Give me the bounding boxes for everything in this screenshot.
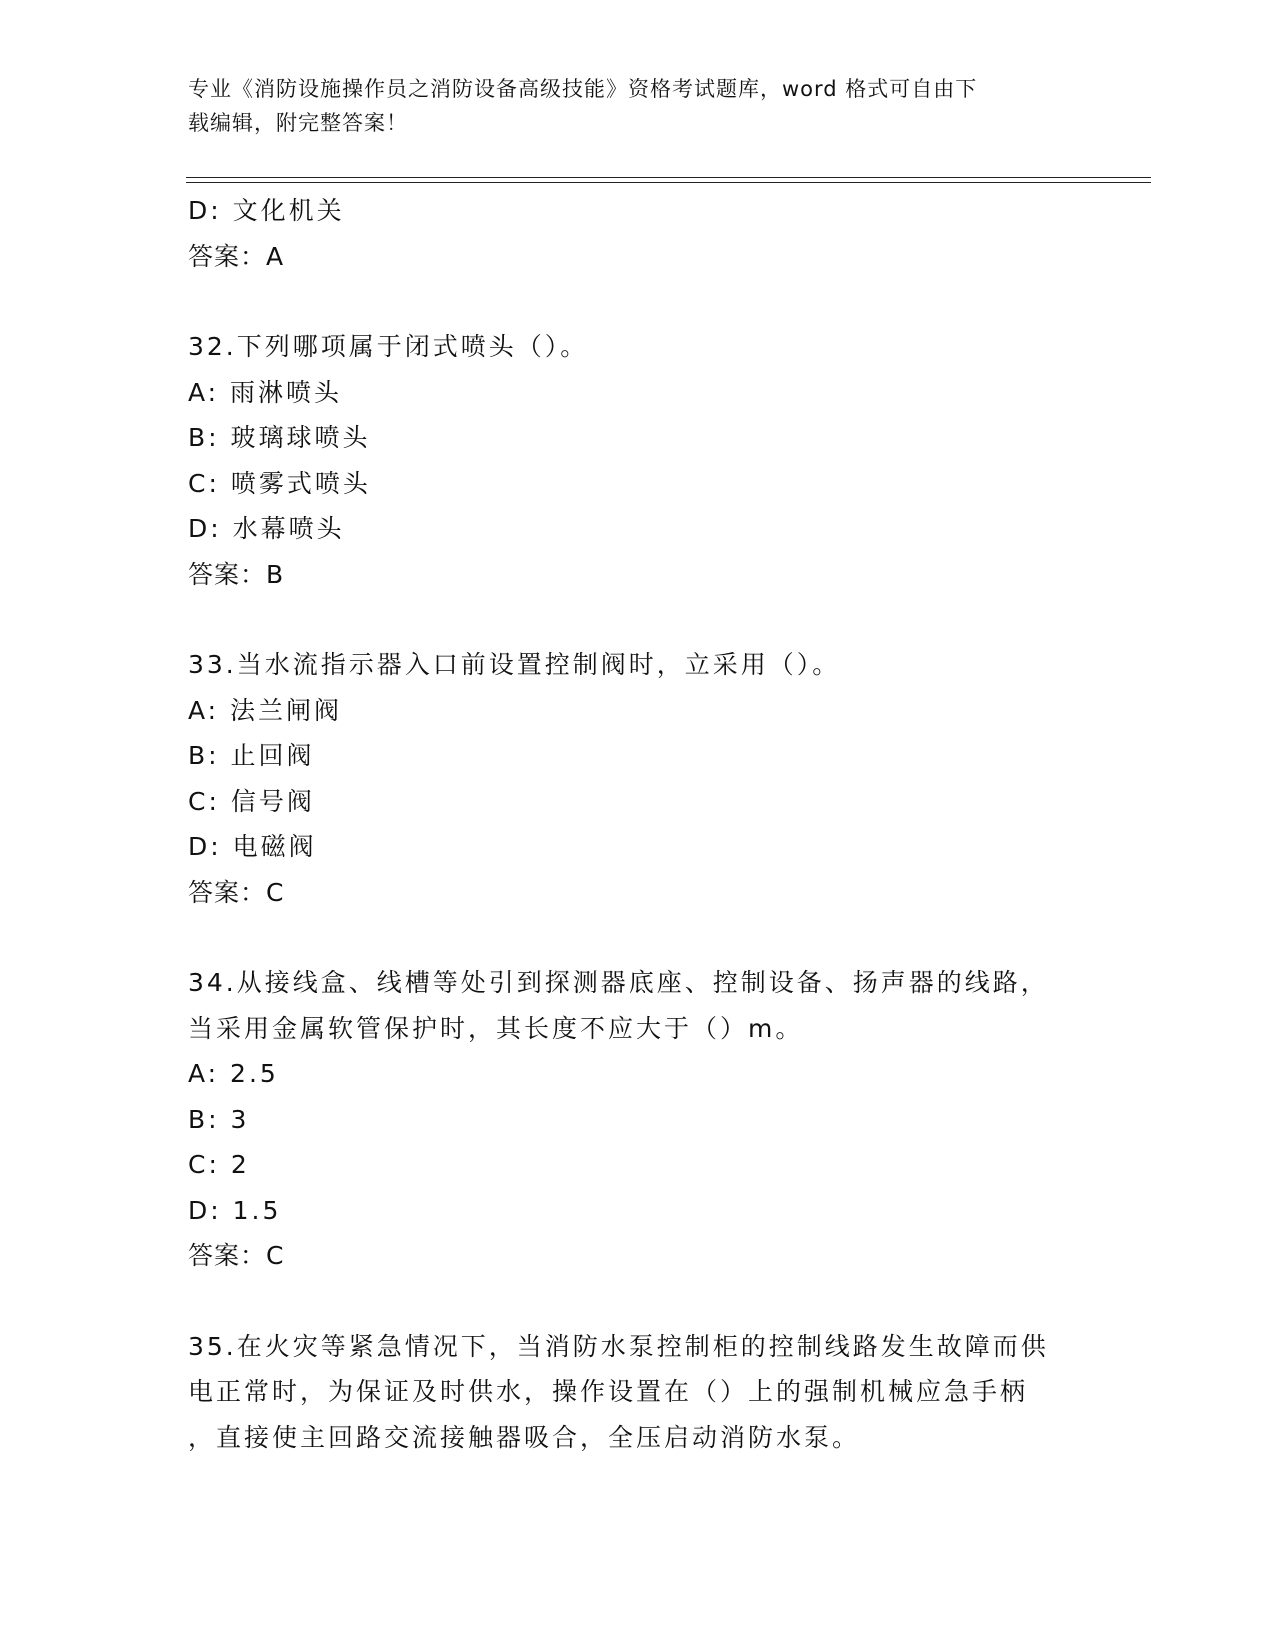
option-d: D: 1.5 <box>188 1195 282 1225</box>
question-34 <box>188 960 1108 1279</box>
header-rule-top <box>186 177 1151 178</box>
answer: 答案：B <box>188 559 285 589</box>
question-35 <box>188 1324 1108 1461</box>
option-b: B: 止回阀 <box>188 741 315 770</box>
prev-option-d: D: 文化机关 <box>188 196 345 225</box>
option-c: C: 信号阀 <box>188 786 315 816</box>
answer: 答案：C <box>188 877 285 907</box>
prev-answer: 答案：A <box>188 241 285 271</box>
answer: 答案：C <box>188 1241 285 1270</box>
header-rule-bottom <box>186 182 1151 183</box>
question-stem-line-2: 电正常时，为保证及时供水，操作设置在（）上的强制机械应急手柄 <box>188 1377 1029 1406</box>
header-line-2: 载编辑，附完整答案！ <box>188 111 408 135</box>
option-b: B: 3 <box>188 1104 250 1134</box>
header-line-1: 专业《消防设施操作员之消防设备高级技能》资格考试题库，word 格式可自由下 <box>188 77 978 101</box>
option-d: D: 电磁阀 <box>188 832 317 861</box>
option-a: A: 雨淋喷头 <box>188 377 343 407</box>
question-stem-line-2: 当采用金属软管保护时，其长度不应大于（）m。 <box>188 1013 804 1043</box>
option-d: D: 水幕喷头 <box>188 514 345 543</box>
option-a: A: 2.5 <box>188 1059 279 1088</box>
question-list <box>188 188 1108 1460</box>
option-c: C: 喷雾式喷头 <box>188 468 371 498</box>
question-stem-line-3: ，直接使主回路交流接触器吸合，全压启动消防水泵。 <box>188 1422 861 1452</box>
question-32 <box>188 324 1108 597</box>
question-stem-line-1: 35.在火灾等紧急情况下，当消防水泵控制柜的控制线路发生故障而供 <box>188 1331 1049 1361</box>
question-stem: 33.当水流指示器入口前设置控制阀时，立采用（）。 <box>188 650 841 679</box>
option-c: C: 2 <box>188 1150 250 1179</box>
option-b: B: 玻璃球喷头 <box>188 423 371 452</box>
question-stem-line-1: 34.从接线盒、线槽等处引到探测器底座、控制设备、扬声器的线路， <box>188 968 1049 997</box>
question-33 <box>188 642 1108 915</box>
question-stem: 32.下列哪项属于闭式喷头（）。 <box>188 332 589 361</box>
page-header <box>188 72 1088 140</box>
option-a: A: 法兰闸阀 <box>188 695 343 725</box>
